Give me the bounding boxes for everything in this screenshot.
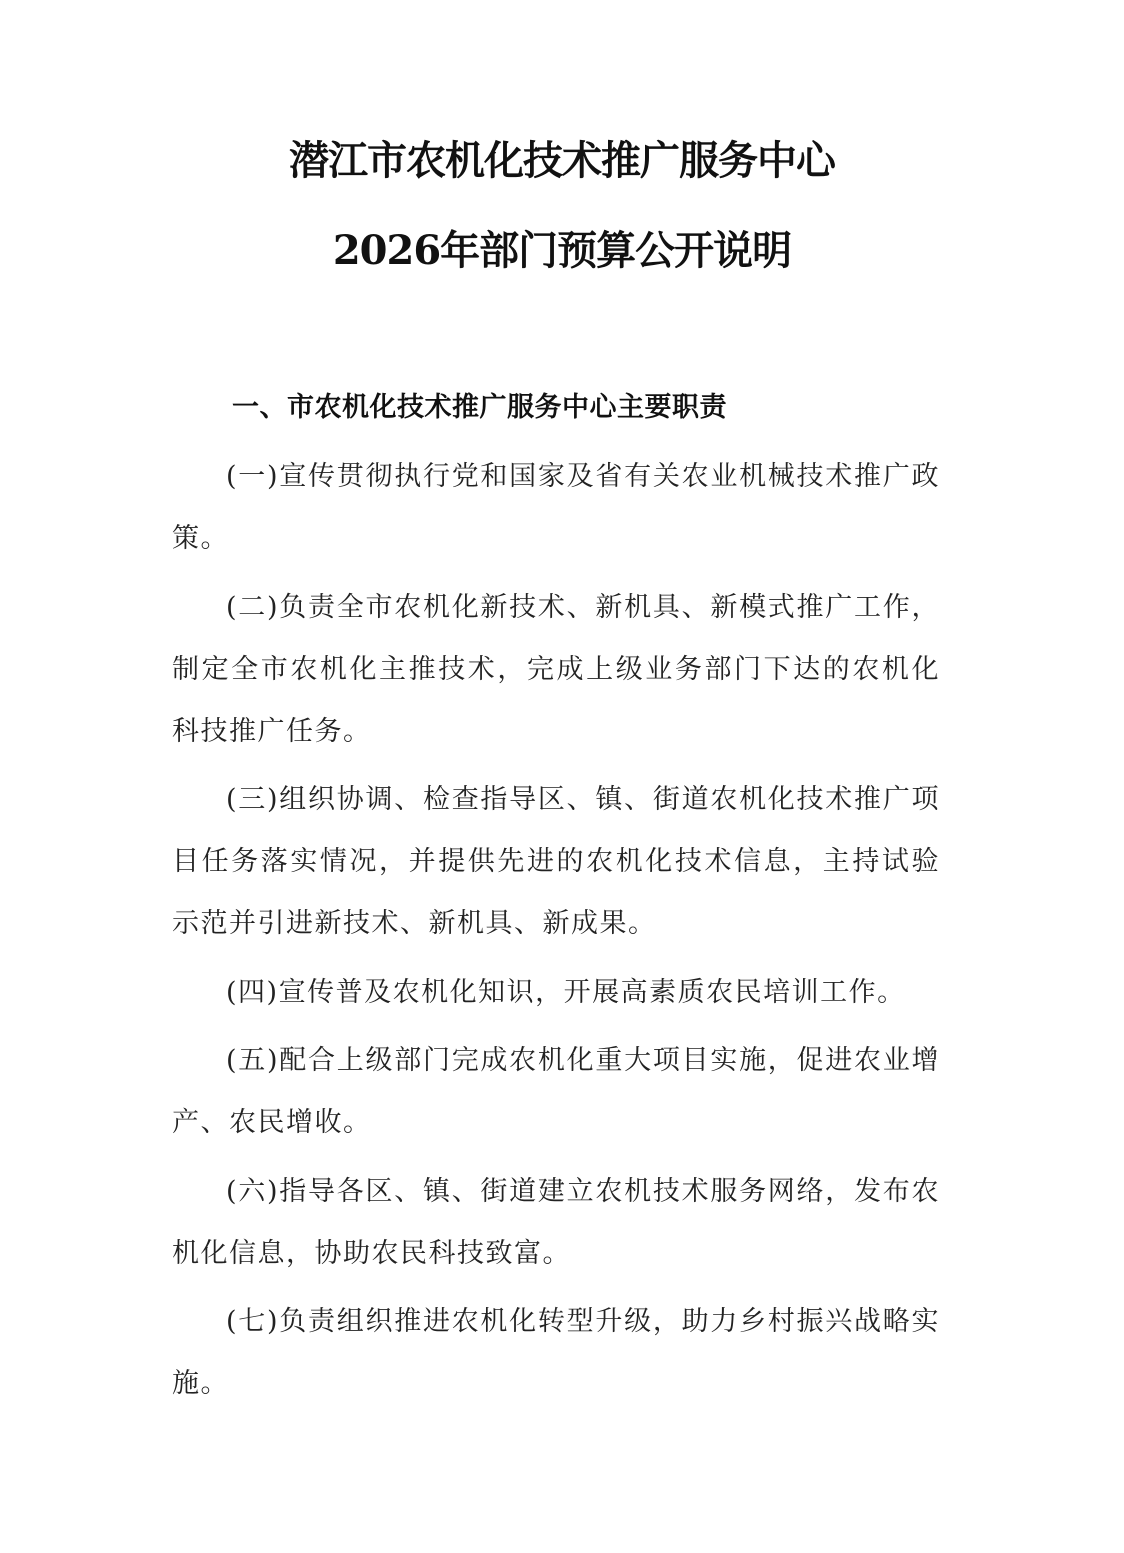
document-title-line1: 潜江市农机化技术推广服务中心 — [289, 137, 835, 184]
section-heading-duties: 一、市农机化技术推广服务中心主要职责 — [232, 392, 727, 423]
duty-item-7: (七)负责组织推进农机化转型升级，助力乡村振兴战略实施。 — [172, 1306, 940, 1399]
duty-item-6: (六)指导各区、镇、街道建立农机技术服务网络，发布农机化信息，协助农民科技致富。 — [172, 1175, 940, 1269]
duties-list — [172, 446, 940, 1422]
duty-item-4: (四)宣传普及农机化知识，开展高素质农民培训工作。 — [226, 976, 906, 1008]
document-title-line2: 2026年部门预算公开说明 — [332, 227, 792, 274]
duty-item-3: (三)组织协调、检查指导区、镇、街道农机化技术推广项目任务落实情况，并提供先进的农机化技术信息，主持试验示范并引进新技术、新机具、新成果。 — [172, 784, 940, 939]
duty-item-1: (一)宣传贯彻执行党和国家及省有关农业机械技术推广政策。 — [172, 461, 940, 554]
duty-item-2: (二)负责全市农机化新技术、新机具、新模式推广工作，制定全市农机化主推技术，完成上级业务部门下达的农机化科技推广任务。 — [172, 591, 940, 747]
duty-item-5: (五)配合上级部门完成农机化重大项目实施，促进农业增产、农民增收。 — [172, 1045, 940, 1138]
